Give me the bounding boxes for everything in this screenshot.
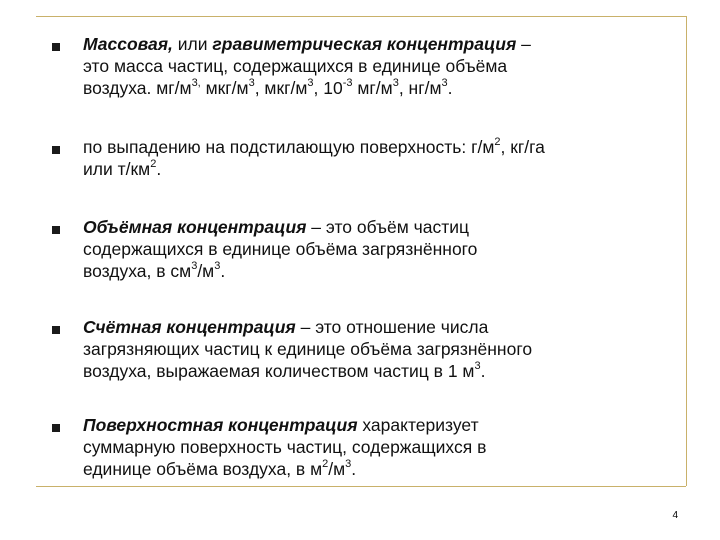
- square-bullet-icon: [52, 43, 60, 51]
- page-number: 4: [672, 510, 678, 521]
- term: гравиметрическая концентрация: [212, 34, 517, 54]
- bottom-rule: [36, 486, 686, 487]
- list-item-text: Счётная концентрация – это отношение числа загрязняющих частиц к единице объёма загрязнённого воздуха, выражаемая количеством частиц в 1 $м^3$.: [83, 317, 533, 381]
- list-item-text: Массовая, или гравиметрическая концентрация – это масса частиц, содержащихся в единице объёма воздуха. $мг/м^{3,}$ мкг/$м^3$, мкг/$м^3$, $10^{-3}$ $мг/м^3$, $нг/м^3$.: [83, 34, 531, 98]
- term: Поверхностная концентрация: [83, 415, 358, 435]
- top-rule: [36, 16, 686, 17]
- square-bullet-icon: [52, 326, 60, 334]
- right-rule: [686, 16, 687, 486]
- list-item-text: Объёмная концентрация – это объём частиц содержащихся в единице объёма загрязнённого воздуха, в $см^3/м^3$.: [83, 217, 478, 281]
- term: Объёмная концентрация: [83, 217, 307, 237]
- term: Массовая,: [83, 34, 173, 54]
- square-bullet-icon: [52, 146, 60, 154]
- term: Счётная концентрация: [83, 317, 296, 337]
- list-item-text: по выпадению на подстилающую поверхность: $г/м^2$, кг/га или $т/км^2$.: [83, 136, 545, 179]
- list-item-text: Поверхностная концентрация характеризует суммарную поверхность частиц, содержащихся в единице объёма воздуха, в $м^2/м^3$.: [83, 415, 487, 479]
- square-bullet-icon: [52, 424, 60, 432]
- square-bullet-icon: [52, 226, 60, 234]
